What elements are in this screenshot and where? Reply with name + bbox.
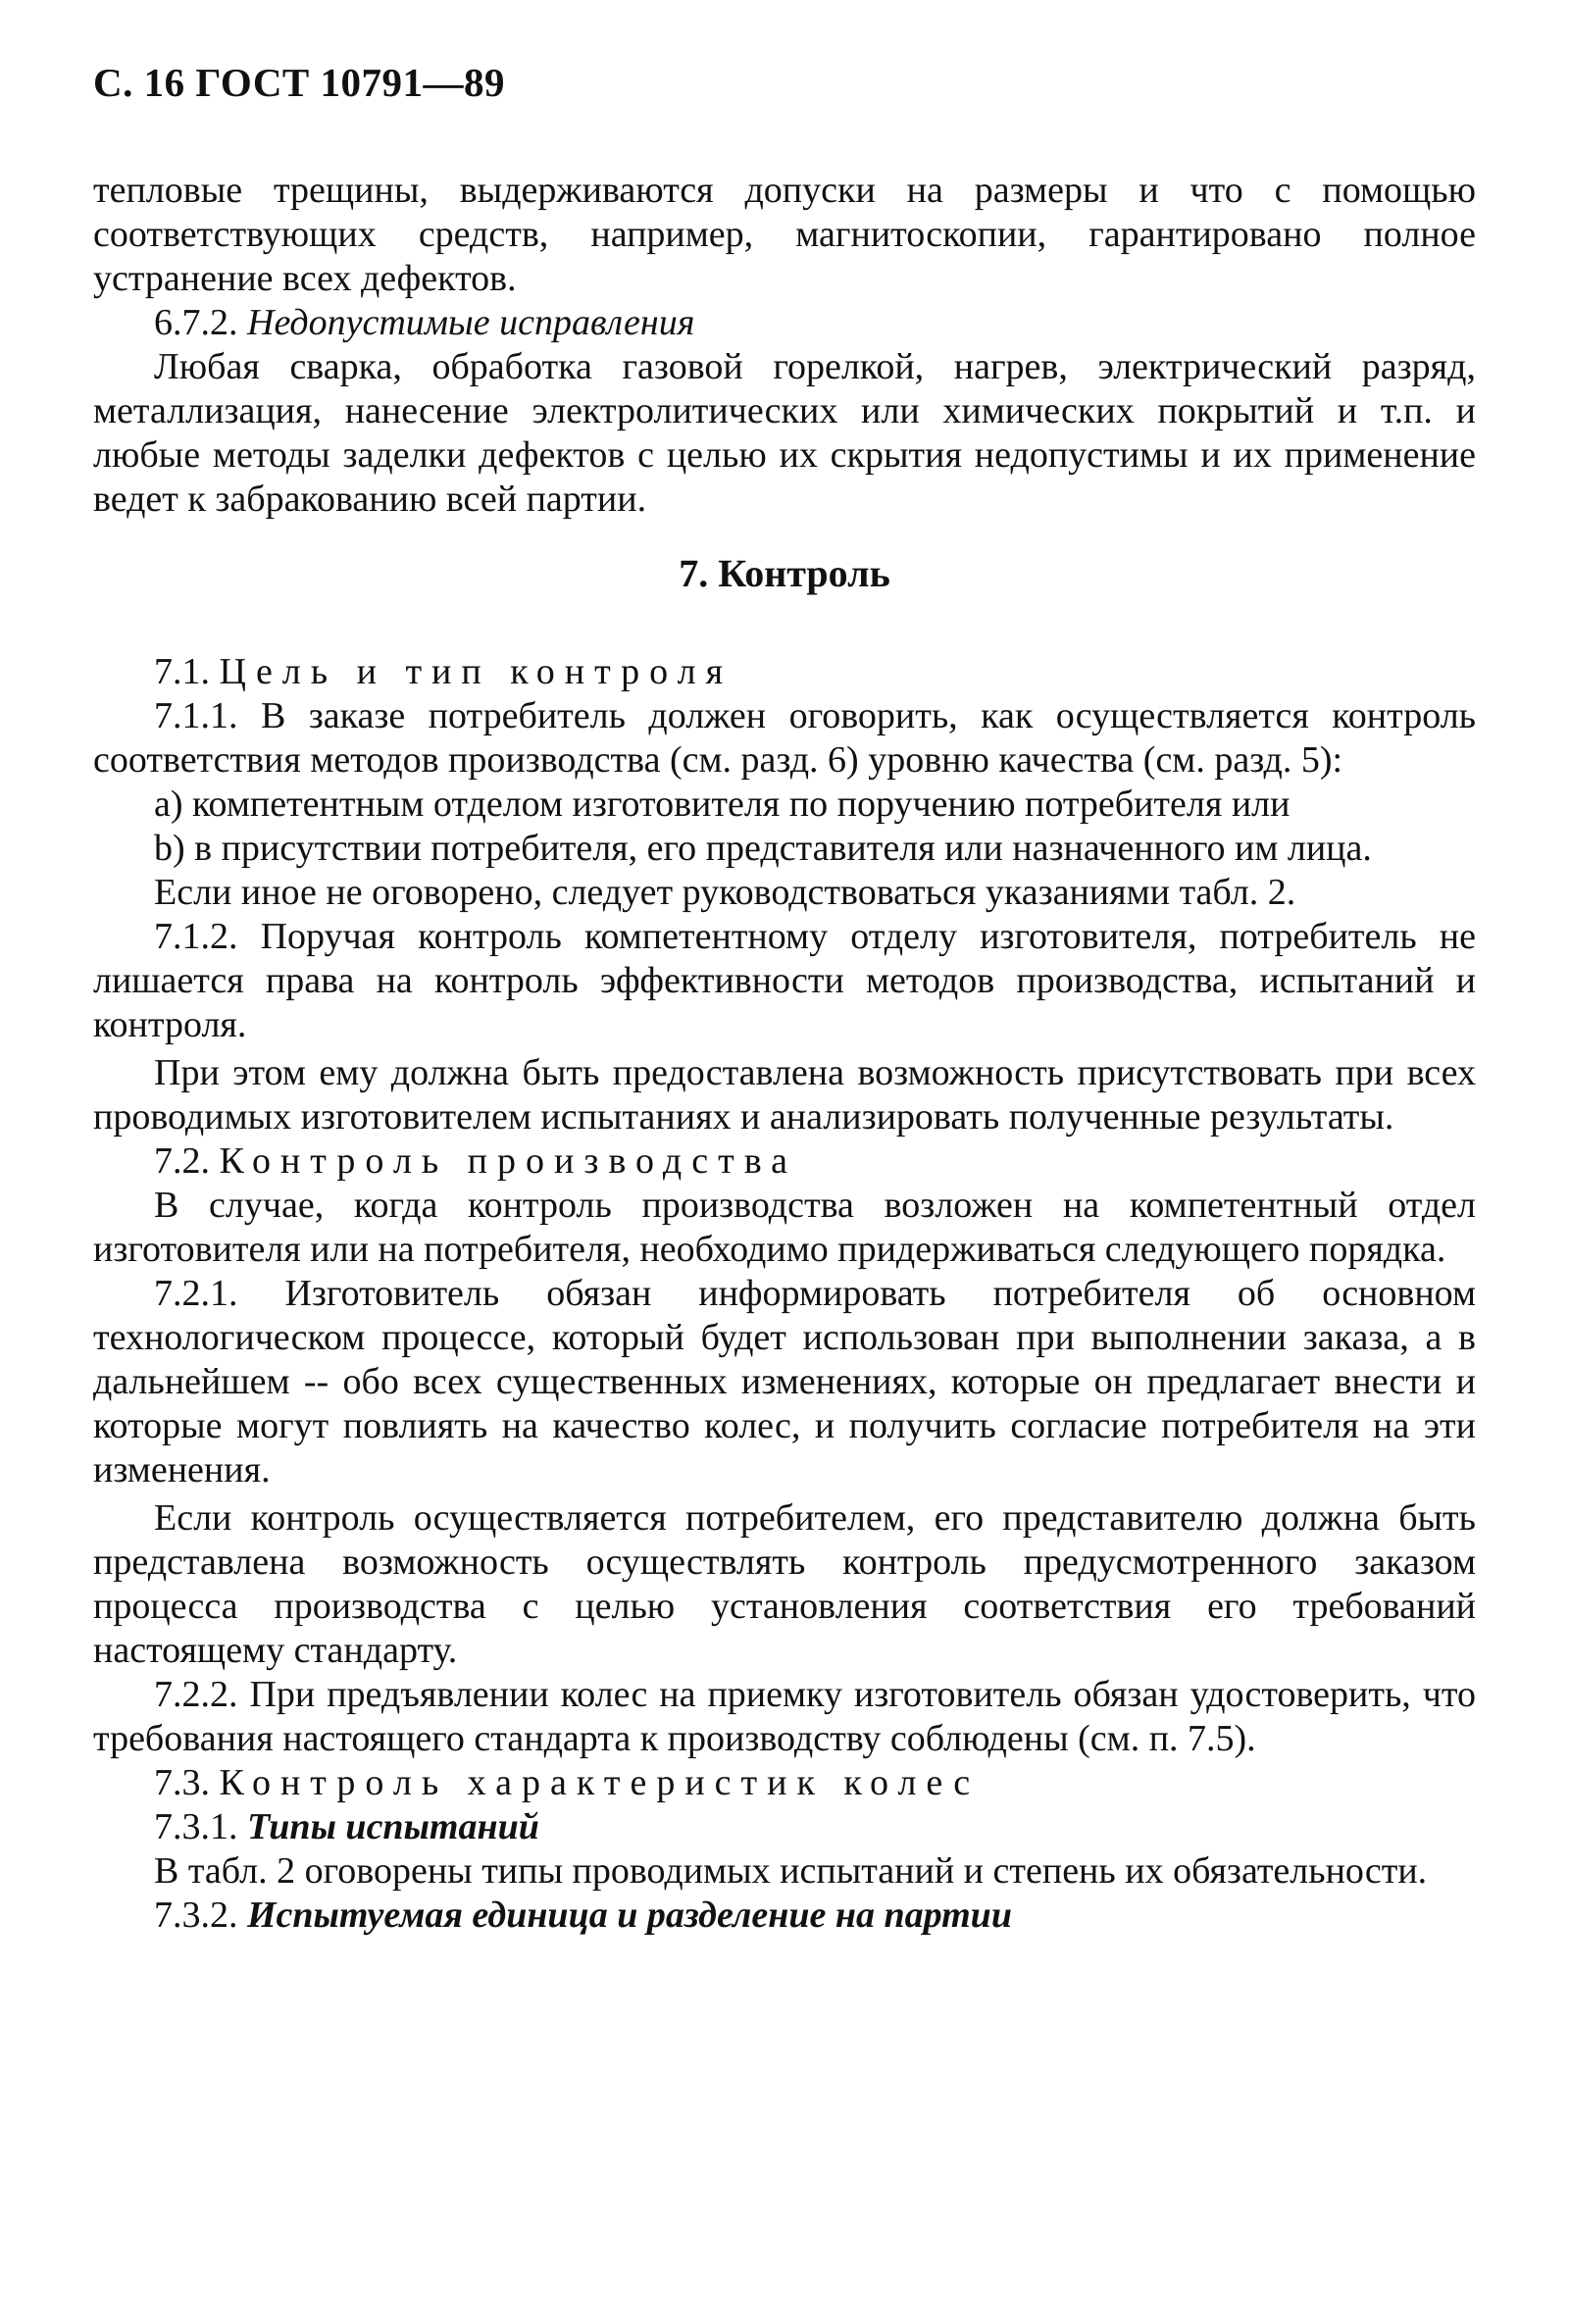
paragraph: Если контроль осуществляется потребителем, его представителю должна быть представлена возможность осуществлять контроль предусмотренного заказом процесса производства с целью установления соответствия его требований настоящему стандарту. (93, 1497, 1476, 1671)
paragraph-7-2-2: 7.2.2. При предъявлении колес на приемку изготовитель обязан удостоверить, что требования настоящего стандарта к производству соблюдены (см. п. 7.5). (93, 1674, 1476, 1759)
subsection-heading-7-1 (93, 650, 1476, 694)
paragraph-7-1-1: 7.1.1. В заказе потребитель должен оговорить, как осуществляется контроль соответствия методов производства (см. разд. 6) уровню качества (см. разд. 5): (93, 695, 1476, 781)
paragraph: В табл. 2 оговорены типы проводимых испытаний и степень их обязательности. (154, 1850, 1428, 1892)
subsection-title: Контроль производства (219, 1140, 798, 1182)
subsection-number: 7.3.2. (154, 1895, 238, 1936)
paragraph: В случае, когда контроль производства возложен на компетентный отдел изготовителя или на потребителя, необходимо придерживаться следующего порядка. (93, 1185, 1476, 1270)
subsection-heading-7-2 (93, 1139, 1476, 1184)
subsection-number: 7.2. (154, 1140, 210, 1182)
subsection-heading-7-3-2 (93, 1894, 1476, 1938)
paragraph: При этом ему должна быть предоставлена возможность присутствовать при всех проводимых изготовителем испытаниях и анализировать полученные результаты. (93, 1052, 1476, 1137)
subsection-heading-7-3 (93, 1761, 1476, 1805)
subsection-title: Типы испытаний (247, 1806, 539, 1847)
paragraph-7-1-2: 7.1.2. Поручая контроль компетентному отделу изготовителя, потребитель не лишается права на контроль эффективности методов производства, испытаний и контроля. (93, 916, 1476, 1045)
paragraph-7-2-1: 7.2.1. Изготовитель обязан информировать потребителя об основном технологическом процессе, который будет использован при выполнении заказа, а в дальнейшем -- обо всех существенных изменениях, которые он предлагает внести и которые могут повлиять на качество колес, и получить согласие потребителя на эти изменения. (93, 1273, 1476, 1490)
subsection-number: 6.7.2. (154, 302, 238, 343)
document-page (93, 61, 1476, 1938)
subsection-number: 7.3.1. (154, 1806, 238, 1847)
paragraph: Если иное не оговорено, следует руководствоваться указаниями табл. 2. (154, 872, 1296, 913)
page-header: С. 16 ГОСТ 10791—89 (93, 60, 506, 105)
section-heading-7: 7. Контроль (679, 551, 890, 595)
subsection-number: 7.3. (154, 1762, 210, 1803)
subsection-title: Контроль характеристик колес (219, 1762, 981, 1803)
subsection-title: Испытуемая единица и разделение на партии (247, 1895, 1012, 1936)
subsection-title: Цель и тип контроля (219, 651, 734, 692)
subsection-heading-6-7-2 (93, 301, 1476, 345)
list-item-b: b) в присутствии потребителя, его представителя или назначенного им лица. (154, 828, 1372, 869)
subsection-heading-7-3-1 (93, 1805, 1476, 1849)
list-item-a: а) компетентным отделом изготовителя по поручению потребителя или (154, 783, 1291, 825)
subsection-title: Недопустимые исправления (247, 302, 695, 343)
subsection-number: 7.1. (154, 651, 210, 692)
paragraph: тепловые трещины, выдерживаются допуски на размеры и что с помощью соответствующих средств, например, магнитоскопии, гарантировано полное устранение всех дефектов. (93, 170, 1476, 299)
paragraph: Любая сварка, обработка газовой горелкой, нагрев, электрический разряд, металлизация, нанесение электролитических или химических покрытий и т.п. и любые методы заделки дефектов с целью их скрытия недопустимы и их применение ведет к забракованию всей партии. (93, 346, 1476, 520)
